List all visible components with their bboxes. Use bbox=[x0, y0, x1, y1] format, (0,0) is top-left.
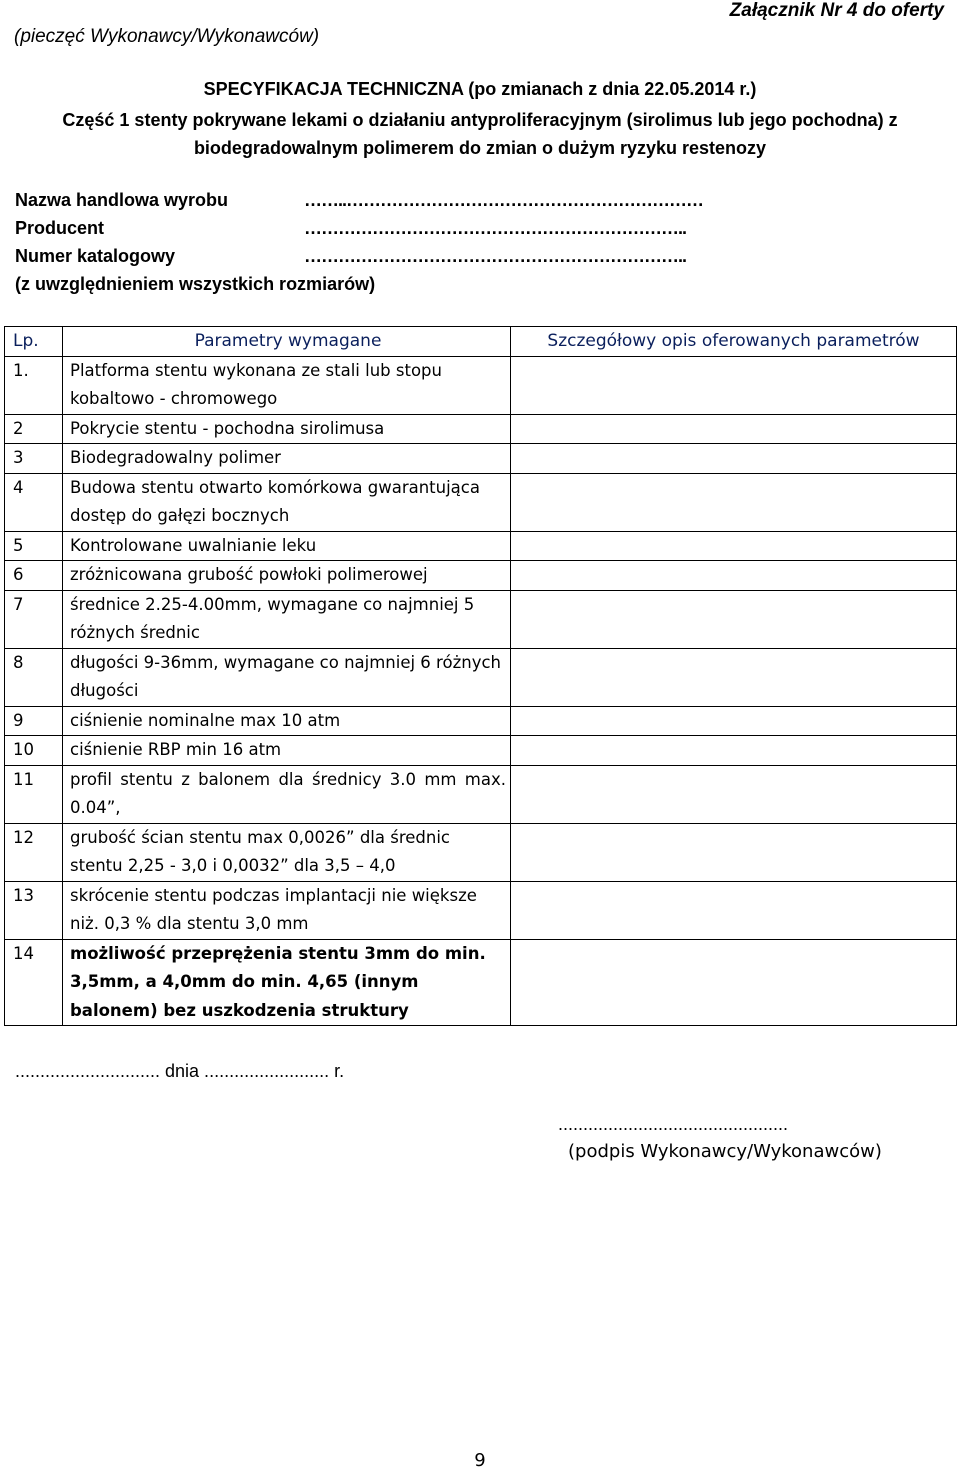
row-number: 13 bbox=[5, 881, 63, 939]
row-number: 12 bbox=[5, 823, 63, 881]
spec-table bbox=[4, 326, 957, 1026]
row-number: 11 bbox=[5, 765, 63, 823]
row-parameter: Pokrycie stentu - pochodna sirolimusa bbox=[63, 414, 511, 444]
producer-field[interactable]: ………………………………………………………….. bbox=[304, 218, 687, 238]
row-number: 2 bbox=[5, 414, 63, 444]
row-description-cell[interactable] bbox=[511, 706, 957, 736]
table-row bbox=[5, 356, 957, 414]
row-parameter: skrócenie stentu podczas implantacji nie większe niż. 0,3 % dla stentu 3,0 mm bbox=[63, 881, 511, 939]
row-description-cell[interactable] bbox=[511, 414, 957, 444]
row-parameter: długości 9-36mm, wymagane co najmniej 6 różnych długości bbox=[63, 648, 511, 706]
row-number: 14 bbox=[5, 939, 63, 1026]
signature-line: .............................................. bbox=[558, 1114, 789, 1134]
table-row bbox=[5, 765, 957, 823]
row-description-cell[interactable] bbox=[511, 590, 957, 648]
row-parameter: ciśnienie nominalne max 10 atm bbox=[63, 706, 511, 736]
trade-name-label: Nazwa handlowa wyrobu bbox=[15, 190, 229, 210]
table-row bbox=[5, 736, 957, 766]
row-parameter: Kontrolowane uwalnianie leku bbox=[63, 531, 511, 561]
sizes-note: (z uwzględnieniem wszystkich rozmiarów) bbox=[15, 274, 376, 294]
page-number: 9 bbox=[474, 1450, 486, 1471]
stamp-label: (pieczęć Wykonawcy/Wykonawców) bbox=[14, 26, 320, 47]
row-description-cell[interactable] bbox=[511, 823, 957, 881]
row-number: 3 bbox=[5, 444, 63, 474]
catalog-number-label: Numer katalogowy bbox=[15, 246, 176, 266]
row-number: 7 bbox=[5, 590, 63, 648]
row-number: 4 bbox=[5, 473, 63, 531]
row-parameter: Budowa stentu otwarto komórkowa gwarantująca dostęp do gałęzi bocznych bbox=[63, 473, 511, 531]
table-row bbox=[5, 706, 957, 736]
table-row bbox=[5, 414, 957, 444]
row-parameter: profil stentu z balonem dla średnicy 3.0 mm max. 0.04”, bbox=[63, 765, 511, 823]
row-description-cell[interactable] bbox=[511, 736, 957, 766]
row-number: 1. bbox=[5, 356, 63, 414]
header-lp: Lp. bbox=[5, 327, 63, 357]
table-row bbox=[5, 823, 957, 881]
row-number: 6 bbox=[5, 561, 63, 591]
annex-label: Załącznik Nr 4 do oferty bbox=[729, 0, 944, 21]
table-row bbox=[5, 939, 957, 1026]
spec-title: SPECYFIKACJA TECHNICZNA (po zmianach z dnia 22.05.2014 r.) bbox=[203, 79, 757, 99]
row-number: 10 bbox=[5, 736, 63, 766]
signature-label: (podpis Wykonawcy/Wykonawców) bbox=[568, 1141, 882, 1162]
row-description-cell[interactable] bbox=[511, 531, 957, 561]
table-row bbox=[5, 531, 957, 561]
row-number: 5 bbox=[5, 531, 63, 561]
row-parameter: średnice 2.25-4.00mm, wymagane co najmniej 5 różnych średnic bbox=[63, 590, 511, 648]
table-row bbox=[5, 648, 957, 706]
row-description-cell[interactable] bbox=[511, 939, 957, 1026]
row-description-cell[interactable] bbox=[511, 473, 957, 531]
trade-name-field[interactable]: ……..……………………………………………………… bbox=[304, 190, 704, 210]
row-description-cell[interactable] bbox=[511, 648, 957, 706]
row-parameter: możliwość przeprężenia stentu 3mm do min. 3,5mm, a 4,0mm do min. 4,65 (innym balonem) bez uszkodzenia struktury bbox=[63, 939, 511, 1026]
header-desc: Szczegółowy opis oferowanych parametrów bbox=[511, 327, 957, 357]
row-description-cell[interactable] bbox=[511, 561, 957, 591]
catalog-number-field[interactable]: ………………………………………………………….. bbox=[304, 246, 687, 266]
row-description-cell[interactable] bbox=[511, 444, 957, 474]
row-parameter: grubość ścian stentu max 0,0026” dla średnic stentu 2,25 - 3,0 i 0,0032” dla 3,5 – 4,0 bbox=[63, 823, 511, 881]
part-title: Część 1 stenty pokrywane lekami o działaniu antyproliferacyjnym (sirolimus lub jego pochodna) z biodegradowalnym polimerem do zmian o dużym ryzyku restenozy bbox=[62, 110, 898, 158]
row-parameter: ciśnienie RBP min 16 atm bbox=[63, 736, 511, 766]
table-row bbox=[5, 561, 957, 591]
row-description-cell[interactable] bbox=[511, 765, 957, 823]
table-row bbox=[5, 590, 957, 648]
row-description-cell[interactable] bbox=[511, 881, 957, 939]
row-number: 8 bbox=[5, 648, 63, 706]
producer-label: Producent bbox=[15, 218, 105, 238]
table-row bbox=[5, 444, 957, 474]
date-line: ............................. dnia ......................... r. bbox=[15, 1061, 345, 1081]
table-row bbox=[5, 881, 957, 939]
header-params: Parametry wymagane bbox=[63, 327, 511, 357]
row-parameter: zróżnicowana grubość powłoki polimerowej bbox=[63, 561, 511, 591]
row-parameter: Platforma stentu wykonana ze stali lub stopu kobaltowo - chromowego bbox=[63, 356, 511, 414]
row-description-cell[interactable] bbox=[511, 356, 957, 414]
row-number: 9 bbox=[5, 706, 63, 736]
table-row bbox=[5, 473, 957, 531]
row-parameter: Biodegradowalny polimer bbox=[63, 444, 511, 474]
table-header-row bbox=[5, 327, 957, 357]
